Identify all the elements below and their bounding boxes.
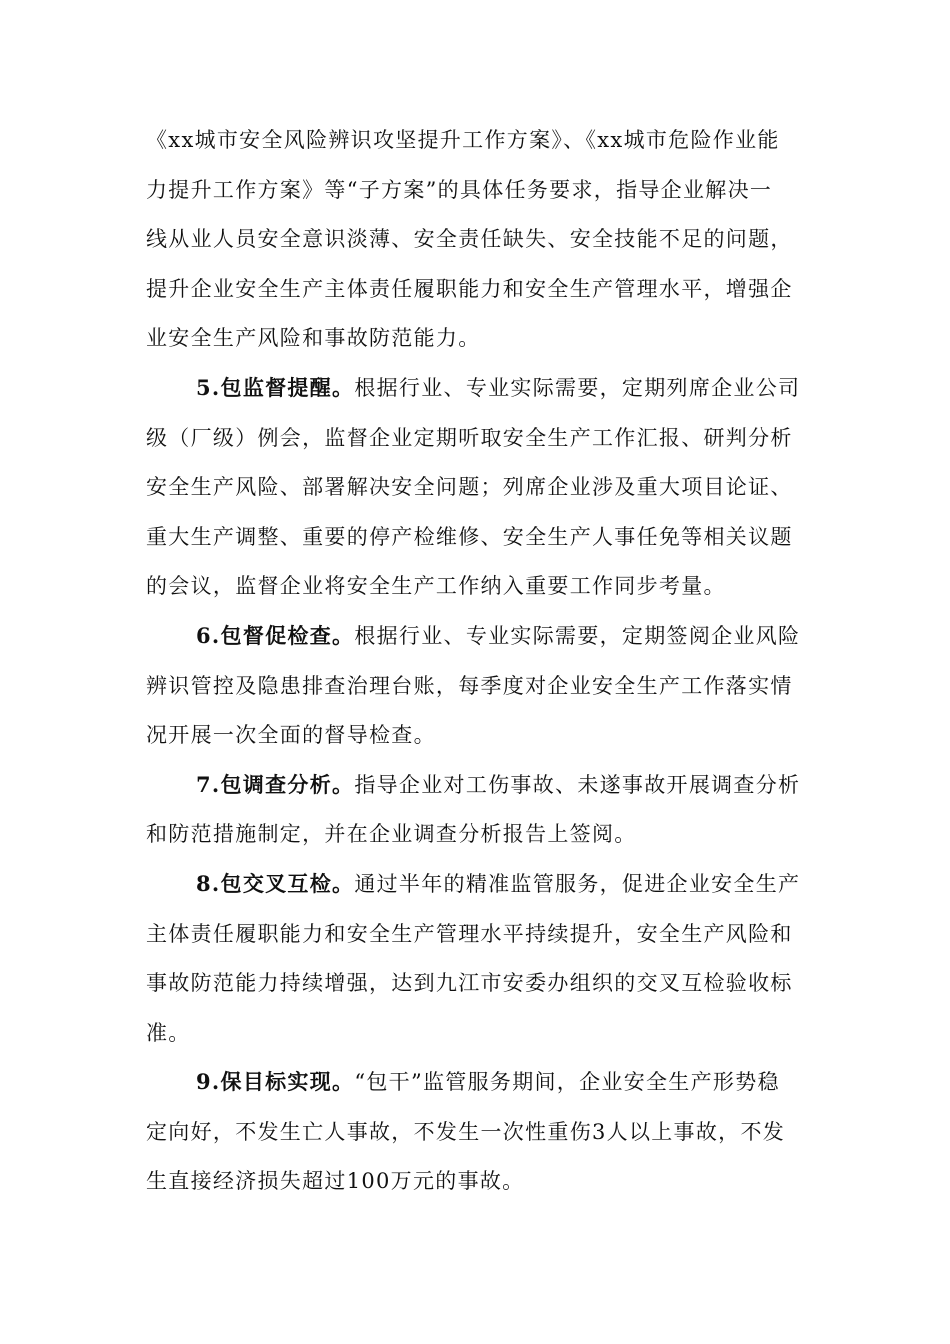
- paragraph-line: 线从业人员安全意识淡薄、安全责任缺失、安全技能不足的问题，: [146, 227, 793, 252]
- paragraph-first-line: [146, 773, 806, 797]
- paragraph-line: 辨识管控及隐患排查治理台账，每季度对企业安全生产工作落实情: [146, 673, 793, 698]
- paragraph-line: 定向好，不发生亡人事故，不发生一次性重伤3人以上事故，不发: [146, 1119, 786, 1144]
- item-paragraph-8: [146, 872, 806, 1045]
- paragraph-first-line: [146, 624, 806, 648]
- item-paragraph-6: [146, 624, 806, 747]
- item-heading: 7.包调查分析。: [196, 771, 355, 797]
- item-text: 根据行业、专业实际需要，定期签阅企业风险: [354, 623, 801, 648]
- item-heading: 5.包监督提醒。: [196, 374, 355, 400]
- paragraph-first-line: [146, 376, 806, 400]
- paragraph-line: 和防范措施制定，并在企业调查分析报告上签阅。: [146, 822, 637, 847]
- paragraph-line: 准。: [146, 1020, 191, 1045]
- paragraph-line: 况开展一次全面的督导检查。: [146, 723, 436, 748]
- paragraph-line: 主体责任履职能力和安全生产管理水平持续提升，安全生产风险和: [146, 921, 793, 946]
- paragraph-line: 生直接经济损失超过100万元的事故。: [146, 1169, 525, 1194]
- item-text: 通过半年的精准监管服务，促进企业安全生产: [354, 871, 801, 896]
- paragraph-first-line: [146, 872, 806, 896]
- paragraph-line: 事故防范能力持续增强，达到九江市安委办组织的交叉互检验收标: [146, 971, 793, 996]
- paragraph-line: 提升企业安全生产主体责任履职能力和安全生产管理水平，增强企: [146, 276, 793, 301]
- paragraph-line: 重大生产调整、重要的停产检维修、安全生产人事任免等相关议题: [146, 524, 793, 549]
- document-body: [146, 128, 806, 1219]
- paragraph-first-line: [146, 1070, 806, 1094]
- item-heading: 6.包督促检查。: [196, 622, 355, 648]
- item-heading: 9.保目标实现。: [196, 1069, 355, 1095]
- paragraph-line: 级（厂级）例会，监督企业定期听取安全生产工作汇报、研判分析: [146, 425, 793, 450]
- paragraph-line: 的会议，监督企业将安全生产工作纳入重要工作同步考量。: [146, 574, 726, 599]
- item-text: “包干”监管服务期间，企业安全生产形势稳: [354, 1070, 780, 1095]
- intro-paragraph: [146, 128, 806, 350]
- item-text: 根据行业、专业实际需要，定期列席企业公司: [354, 375, 801, 400]
- item-paragraph-9: [146, 1070, 806, 1193]
- item-paragraph-5: [146, 376, 806, 598]
- paragraph-line: 安全生产风险、部署解决安全问题；列席企业涉及重大项目论证、: [146, 475, 793, 500]
- paragraph-line: 《xx城市安全风险辨识攻坚提升工作方案》、《xx城市危险作业能: [146, 128, 780, 152]
- item-text: 指导企业对工伤事故、未遂事故开展调查分析: [354, 772, 801, 797]
- item-paragraph-7: [146, 773, 806, 847]
- item-heading: 8.包交叉互检。: [196, 870, 355, 896]
- paragraph-line: 力提升工作方案》等“子方案”的具体任务要求，指导企业解决一: [146, 177, 773, 202]
- paragraph-line: 业安全生产风险和事故防范能力。: [146, 326, 481, 351]
